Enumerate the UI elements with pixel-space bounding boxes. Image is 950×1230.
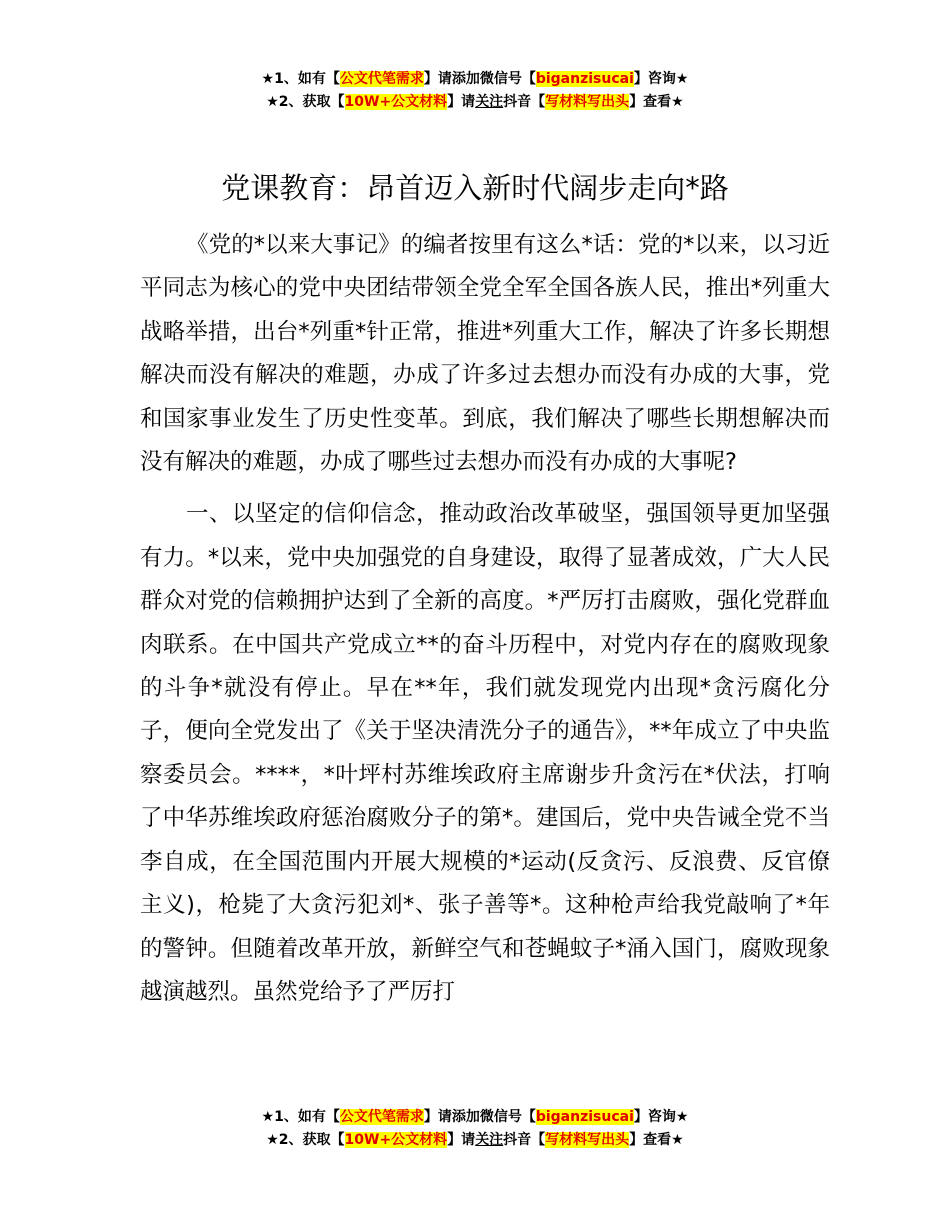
promo-text: 】咨询★ xyxy=(633,1109,689,1125)
promo-emphasis: 关注 xyxy=(475,1132,504,1148)
promo-text: ★1、如有【 xyxy=(261,71,340,87)
promo-highlight: biganzisucai xyxy=(535,1109,634,1125)
promo-line-2 xyxy=(0,91,950,114)
bottom-promo-banner xyxy=(0,1106,950,1152)
promo-line-1 xyxy=(0,1106,950,1129)
promo-text: 】请 xyxy=(423,1109,452,1125)
promo-highlight: 公文代笔需求 xyxy=(339,71,424,87)
promo-line-1 xyxy=(0,68,950,91)
promo-text: 微信号【 xyxy=(479,1109,536,1125)
document-body xyxy=(140,224,830,1014)
document-title: 党课教育：昂首迈入新时代阔步走向*路 xyxy=(221,171,729,205)
paragraph-section-1: 一、以坚定的信仰信念，推动政治改革破坚，强国领导更加坚强有力。*以来，党中央加强党的自身建设，取得了显著成效，广大人民群众对党的信赖拥护达到了全新的高度。*严厉打击腐败，强化党群血肉联系。在中国共产党成立**的奋斗历程中，对党内存在的腐败现象的斗争*就没有停止。早在**年，我们就发现党内出现*贪污腐化分子，便向全党发出了《关于坚决清洗分子的通告》，**年成立了中央监察委员会。****，*叶坪村苏维埃政府主席谢步升贪污在*伏法，打响了中华苏维埃政府惩治腐败分子的第*。建国后，党中央告诫全党不当李自成，在全国范围内开展大规模的*运动(反贪污、反浪费、反官僚主义)，枪毙了大贪污犯刘*、张子善等*。这种枪声给我党敲响了*年的警钟。但随着改革开放，新鲜空气和苍蝇蚊子*涌入国门，腐败现象越演越烈。虽然党给予了严厉打 xyxy=(140,501,830,1005)
promo-text: 】咨询★ xyxy=(633,71,689,87)
promo-emphasis: 添加 xyxy=(451,71,480,87)
promo-highlight: biganzisucai xyxy=(535,71,634,87)
promo-text: 微信号【 xyxy=(479,71,536,87)
promo-emphasis: 添加 xyxy=(451,1109,480,1125)
promo-highlight: 10W+公文材料 xyxy=(344,94,448,110)
paragraph-intro: 《党的*以来大事记》的编者按里有这么*话：党的*以来，以习近平同志为核心的党中央团结带领全党全军全国各族人民，推出*列重大战略举措，出台*列重*针正常，推进*列重大工作，解决了许多长期想解决而没有解决的难题，办成了许多过去想办而没有办成的大事，党和国家事业发生了历史性变革。到底，我们解决了哪些长期想解决而没有解决的难题，办成了哪些过去想办而没有办成的大事呢? xyxy=(140,232,830,476)
promo-text: 】请 xyxy=(447,94,476,110)
promo-text: ★1、如有【 xyxy=(261,1109,340,1125)
promo-highlight: 写材料写出头 xyxy=(545,1132,630,1148)
promo-text: 】请 xyxy=(423,71,452,87)
promo-text: 抖音【 xyxy=(503,94,546,110)
top-promo-banner xyxy=(0,68,950,114)
promo-text: 】查看★ xyxy=(629,1132,684,1148)
promo-text: ★2、获取【 xyxy=(266,94,345,110)
promo-text: ★2、获取【 xyxy=(266,1132,345,1148)
promo-text: 抖音【 xyxy=(503,1132,546,1148)
promo-line-2 xyxy=(0,1129,950,1152)
promo-text: 】查看★ xyxy=(629,94,684,110)
promo-text: 】请 xyxy=(447,1132,476,1148)
promo-highlight: 公文代笔需求 xyxy=(339,1109,424,1125)
promo-highlight: 10W+公文材料 xyxy=(344,1132,448,1148)
promo-emphasis: 关注 xyxy=(475,94,504,110)
promo-highlight: 写材料写出头 xyxy=(545,94,630,110)
